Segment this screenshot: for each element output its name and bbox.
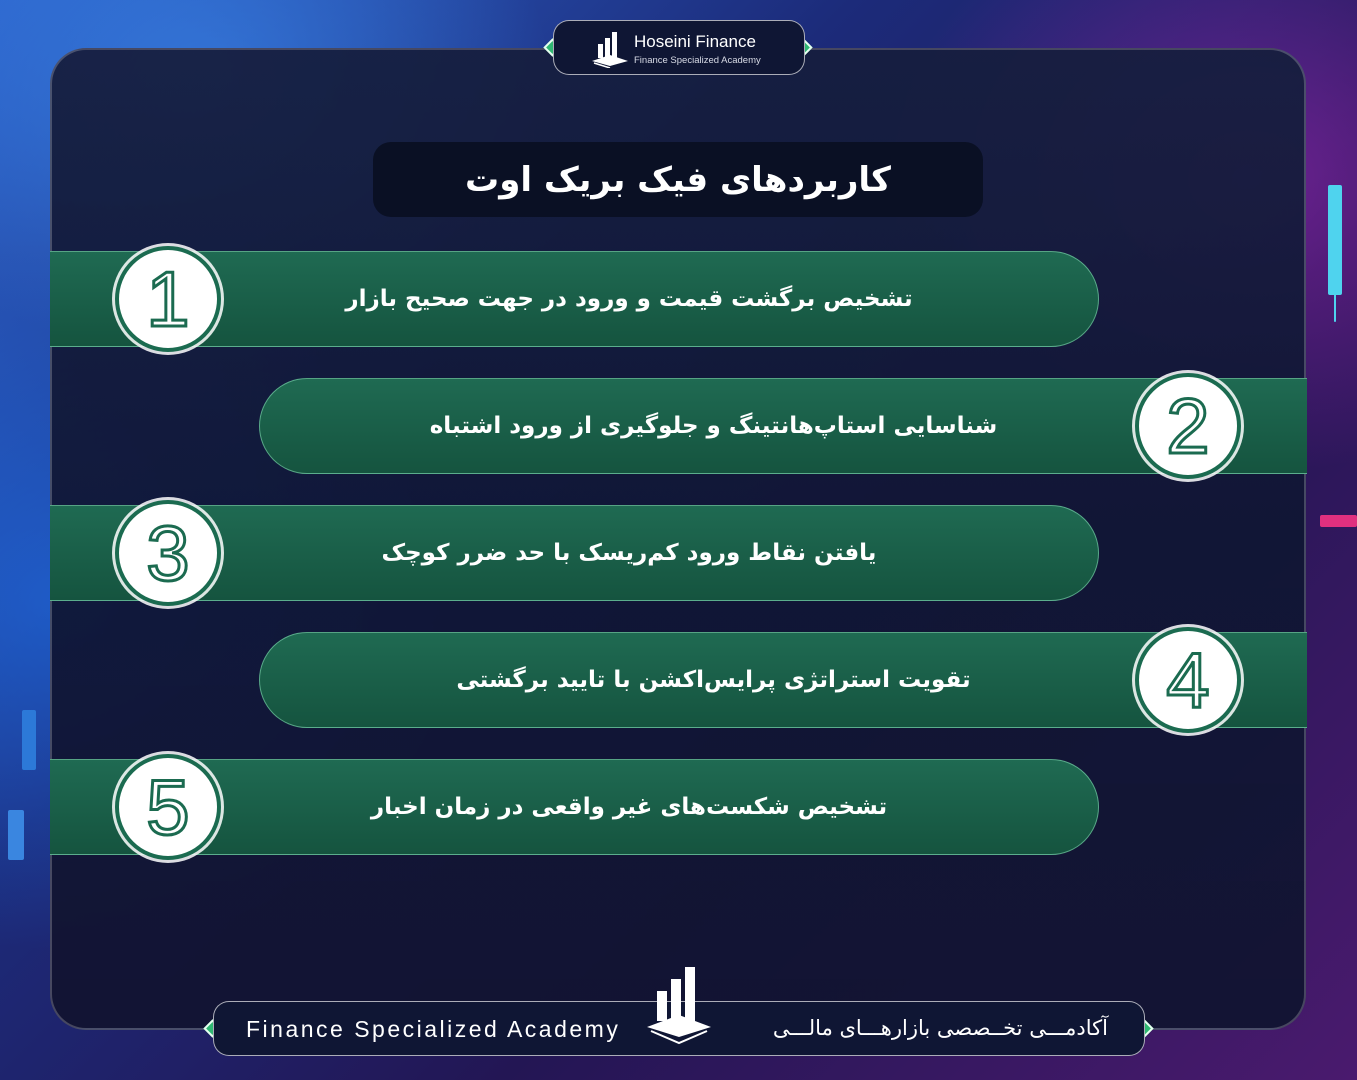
- building-chart-logo-icon: [645, 965, 713, 1045]
- list-item-text: یافتن نقاط ورود کم‌ریسک با حد ضرر کوچک: [381, 540, 877, 566]
- list-item-text: تشخیص برگشت قیمت و ورود در جهت صحیح بازار: [345, 286, 913, 312]
- brand-name: Hoseini Finance: [634, 32, 756, 51]
- footer-persian-text: آکادمـــی تخــصصی بازارهـــای مالـــی: [772, 1016, 1108, 1040]
- number-badge-3: [115, 500, 221, 606]
- number-label: 2: [1166, 382, 1210, 470]
- page-title: کاربردهای فیک بریک اوت: [465, 159, 891, 200]
- number-badge-1: [115, 246, 221, 352]
- number-label: 4: [1166, 636, 1210, 724]
- number-badge-2: [1135, 373, 1241, 479]
- list-item-text: تشخیص شکست‌های غیر واقعی در زمان اخبار: [370, 794, 888, 820]
- number-badge-4: [1135, 627, 1241, 733]
- brand-badge: [553, 20, 805, 75]
- number-label: 5: [146, 763, 190, 851]
- number-badge-5: [115, 754, 221, 860]
- page-title-box: [373, 142, 983, 217]
- list-item-text: شناسایی استاپ‌هانتینگ و جلوگیری از ورود اشتباه: [429, 413, 998, 439]
- list-item-text: تقویت استراتژی پرایس‌اکشن با تایید برگشتی: [456, 667, 971, 693]
- building-chart-logo-icon: [590, 30, 630, 68]
- number-label: 1: [146, 255, 190, 343]
- brand-tagline: Finance Specialized Academy: [634, 55, 761, 66]
- footer-english-text: Finance Specialized Academy: [246, 1016, 621, 1042]
- number-label: 3: [146, 509, 190, 597]
